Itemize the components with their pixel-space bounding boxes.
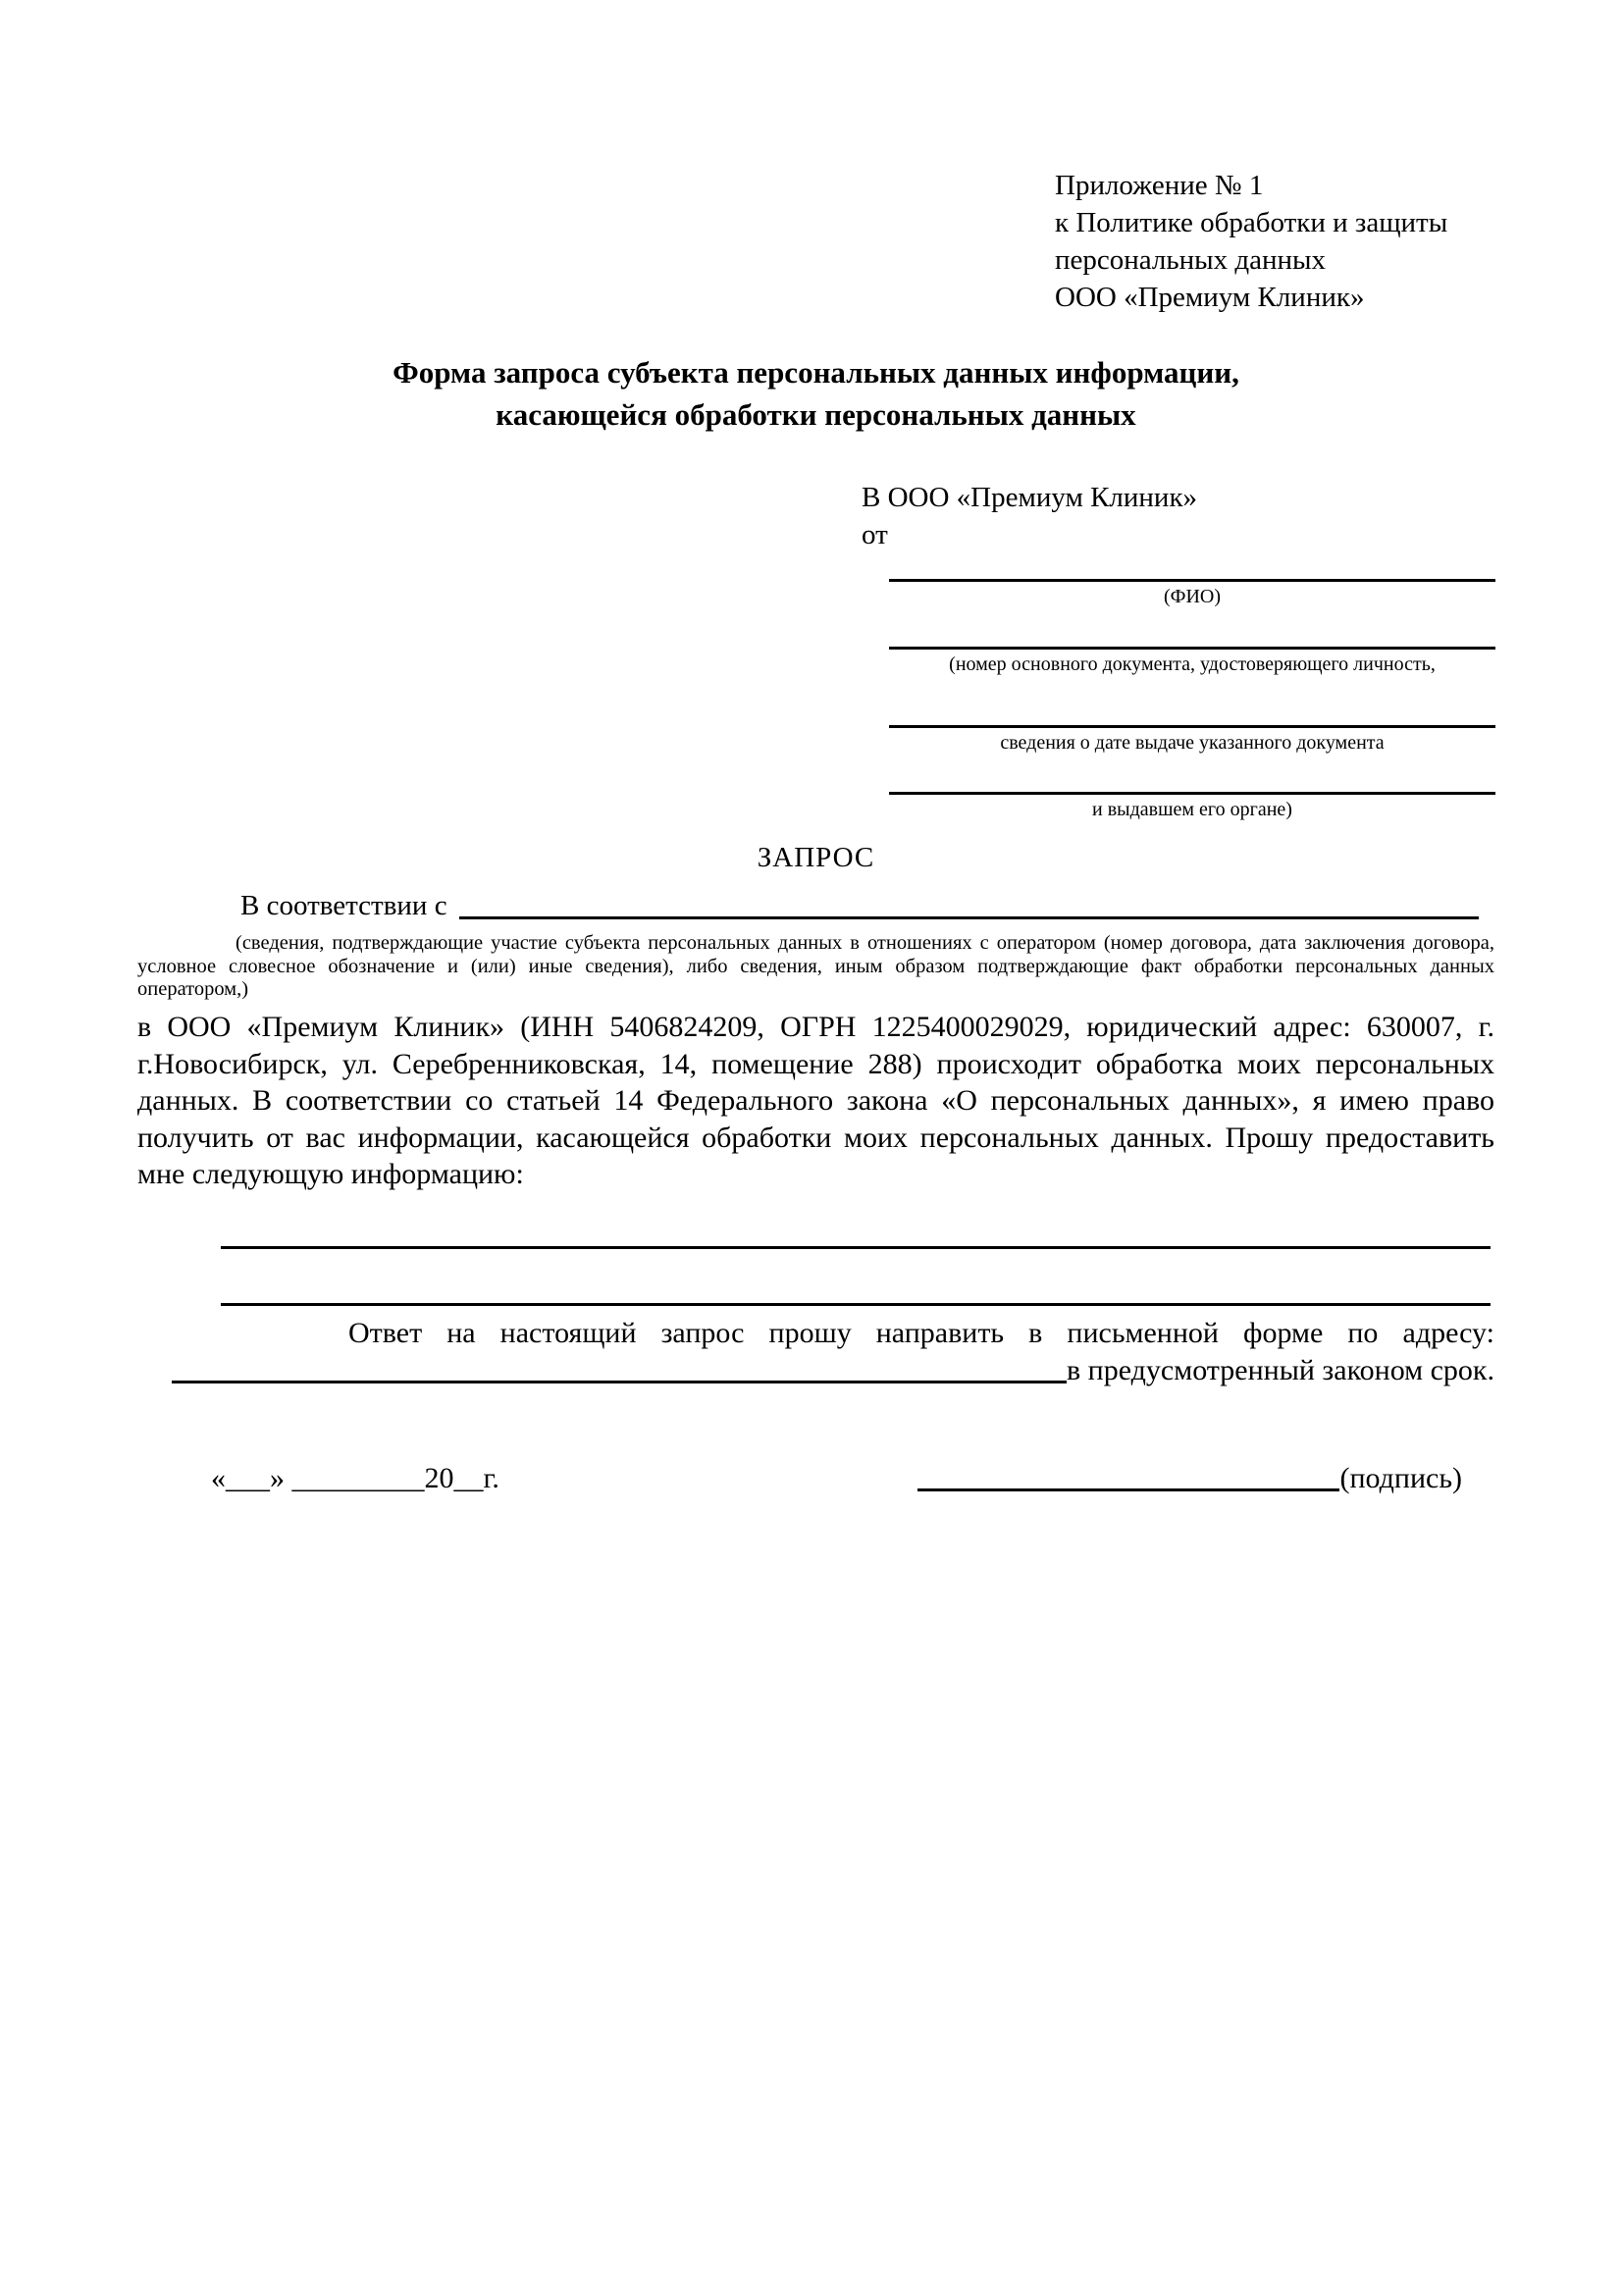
issue-date-caption: сведения о дате выдаче указанного документа [1000,732,1385,754]
addressee-from-label: от [862,519,888,550]
issuing-authority-caption: и выдавшем его органе) [1092,799,1292,820]
document-title-line2: касающейся обработки персональных данных [496,397,1136,432]
document-title [137,351,1494,436]
request-heading: ЗАПРОС [757,842,875,873]
appendix-header-line: к Политике обработки и защиты [1055,207,1448,238]
date-signature-row [211,1460,1462,1497]
information-fill-line-2 [221,1303,1491,1306]
document-title-line1: Форма запроса субъекта персональных данных информации, [393,355,1239,390]
signature-fill-line [917,1460,1339,1491]
reply-block [137,1315,1494,1389]
addressee-block [862,479,1495,821]
reply-line2-suffix: в предусмотренный законом срок. [1067,1354,1494,1386]
fio-fill-line [889,579,1495,582]
id-document-fill-line [889,647,1495,650]
issuing-authority-fill-line [889,792,1495,795]
appendix-header-line: Приложение № 1 [1055,170,1264,201]
appendix-header-line: персональных данных [1055,244,1327,276]
reply-line1: Ответ на настоящий запрос прошу направить в письменной форме по адресу: [348,1317,1494,1349]
accordance-note: (сведения, подтверждающие участие субъекта персональных данных в отношениях с оператором (номер договора, дата заключения договора, условное словесное обозначение и (или) иные сведения), либо сведения, иным образом подтверждающие факт обработки персональных данных оператором,) [137,932,1494,1000]
issue-date-fill-line [889,725,1495,728]
id-document-caption: (номер основного документа, удостоверяющего личность, [949,653,1436,675]
accordance-fill-line [459,887,1479,919]
appendix-header [1055,167,1447,316]
signature-caption: (подпись) [1339,1462,1462,1494]
appendix-header-line: ООО «Премиум Клиник» [1055,282,1365,313]
addressee-to: В ООО «Премиум Клиник» [862,482,1198,513]
accordance-row [137,887,1494,924]
date-fill-text: «___» _________20__г. [211,1462,499,1494]
information-fill-line-1 [221,1246,1491,1249]
accordance-label: В соответствии с [240,890,447,921]
reply-line2 [137,1352,1494,1389]
signature-group [917,1460,1462,1497]
body-paragraph: в ООО «Премиум Клиник» (ИНН 5406824209, ОГРН 1225400029029, юридический адрес: 630007, г. г.Новосибирск, ул. Серебренниковская, 14, помещение 288) происходит обработка моих персональных данных. В соответствии со статьей 14 Федерального закона «О персональных данных», я имею право получить от вас информации, касающейся обработки моих персональных данных. Прошу предоставить мне следующую информацию: [137,1011,1494,1190]
fio-caption: (ФИО) [1163,586,1221,607]
address-fill-line [172,1352,1067,1383]
